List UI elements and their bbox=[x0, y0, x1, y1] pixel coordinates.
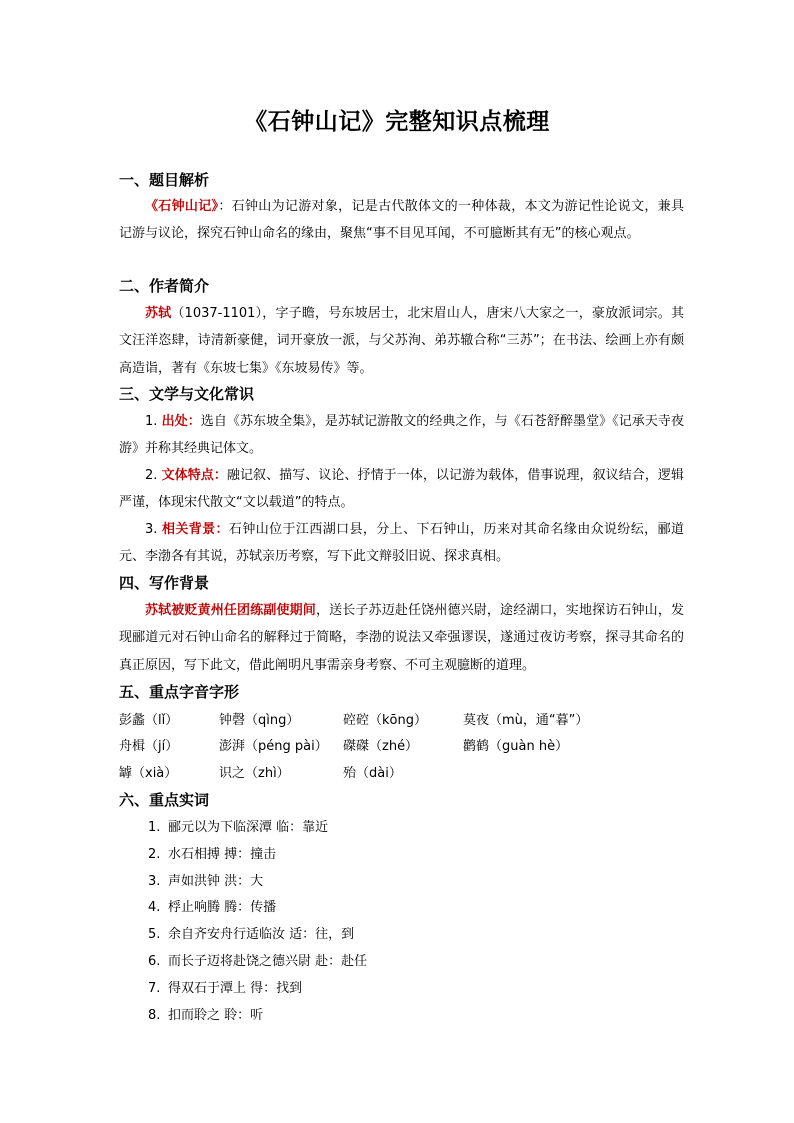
pronunciation-entry: 鹳鹤（guàn hè） bbox=[463, 739, 569, 754]
author-paragraph bbox=[119, 300, 684, 382]
literary-item-background bbox=[119, 516, 684, 571]
section-heading-author: 二、作者简介 bbox=[119, 277, 210, 295]
pronunciation-entry: 硿硿（kōng） bbox=[343, 713, 427, 728]
pronunciation-entry: 彭蠡（lǐ） bbox=[119, 713, 179, 728]
item-number: 7. bbox=[148, 980, 161, 996]
highlight-term: 苏轼 bbox=[145, 306, 172, 321]
item-number: 4. bbox=[148, 900, 161, 916]
list-item bbox=[148, 1003, 367, 1030]
pronunciation-row bbox=[119, 712, 699, 730]
section-heading-title-analysis: 一、题目解析 bbox=[119, 171, 210, 189]
item-text: 余自齐安舟行适临汝 适：往，到 bbox=[168, 927, 355, 943]
list-item bbox=[148, 922, 367, 949]
highlight-term: 苏轼被贬黄州任团练副使期间 bbox=[145, 603, 316, 618]
pronunciation-entry: 莫夜（mù，通“暮”） bbox=[463, 713, 589, 728]
list-item bbox=[148, 842, 367, 869]
list-item bbox=[148, 869, 367, 896]
item-text: 融记叙、描写、议论、抒情于一体，以记游为载体，借事说理，叙议结合，逻辑严谨，体现宋代散文“文以载道”的特点。 bbox=[119, 468, 684, 511]
list-item bbox=[148, 895, 367, 922]
item-label: 相关背景： bbox=[161, 522, 229, 537]
item-number: 3. bbox=[148, 873, 161, 889]
item-text: 水石相搏 搏：撞击 bbox=[168, 846, 277, 862]
pronunciation-row bbox=[119, 765, 699, 783]
paragraph-text: ：石钟山为记游对象，记是古代散体文的一种体裁，本文为游记性论说文，兼具记游与议论，探究石钟山命名的缘由，聚焦“事不目见耳闻，不可臆断其有无”的核心观点。 bbox=[119, 199, 684, 242]
section-heading-literary-knowledge: 三、文学与文化常识 bbox=[119, 385, 255, 403]
pronunciation-entry: 罅（xià） bbox=[119, 766, 178, 781]
pronunciation-entry: 舟楫（jí） bbox=[119, 739, 179, 754]
pronunciation-entry: 磔磔（zhé） bbox=[343, 739, 419, 754]
item-text: 郦元以为下临深潭 临：靠近 bbox=[168, 820, 329, 835]
item-text: 而长子迈将赴饶之德兴尉 赴：赴任 bbox=[168, 953, 368, 969]
item-label: 出处： bbox=[161, 414, 201, 429]
section-heading-key-words: 六、重点实词 bbox=[119, 791, 210, 809]
item-number: 3. bbox=[145, 522, 158, 537]
literary-item-style bbox=[119, 462, 684, 517]
item-label: 文体特点： bbox=[161, 468, 227, 483]
item-number: 5. bbox=[148, 927, 161, 943]
item-number: 2. bbox=[145, 468, 158, 483]
item-text: 石钟山位于江西湖口县，分上、下石钟山，历来对其命名缘由众说纷纭，郦道元、李渤各有其说，苏轼亲历考察，写下此文辩驳旧说、探求真相。 bbox=[119, 522, 684, 565]
item-text: 扣而聆之 聆：听 bbox=[168, 1007, 264, 1023]
pronunciation-entry: 澎湃（péng pài） bbox=[219, 739, 328, 754]
item-number: 2. bbox=[148, 846, 161, 862]
section-heading-pronunciation: 五、重点字音字形 bbox=[119, 683, 240, 701]
list-item bbox=[148, 976, 367, 1003]
item-number: 6. bbox=[148, 953, 161, 969]
item-text: 选自《苏东坡全集》，是苏轼记游散文的经典之作，与《石苍舒醉墨堂》《记承天寺夜游》并称其经典记体文。 bbox=[119, 414, 684, 457]
literary-item-source bbox=[119, 408, 684, 463]
paragraph-text: （1037-1101），字子瞻，号东坡居士，北宋眉山人，唐宋八大家之一，豪放派词宗。其文汪洋恣肆，诗清新豪健，词开豪放一派，与父苏洵、弟苏辙合称“三苏”；在书法、绘画上亦有颇高造诣，著有《东坡七集》《东坡易传》等。 bbox=[119, 306, 684, 376]
item-text: 得双石于潭上 得：找到 bbox=[168, 980, 303, 996]
item-number: 1. bbox=[145, 414, 158, 429]
pronunciation-entry: 识之（zhì） bbox=[219, 766, 290, 781]
pronunciation-entry: 殆（dài） bbox=[343, 766, 402, 781]
item-text: 声如洪钟 洪：大 bbox=[168, 873, 264, 889]
item-text: 桴止响腾 腾：传播 bbox=[168, 900, 277, 916]
item-number: 1. bbox=[148, 820, 161, 835]
pronunciation-row bbox=[119, 738, 699, 756]
writing-background-paragraph bbox=[119, 597, 684, 679]
title-analysis-paragraph bbox=[119, 193, 684, 248]
pronunciation-entry: 钟磬（qìng） bbox=[219, 713, 300, 728]
key-words-list bbox=[148, 815, 367, 1029]
section-heading-writing-background: 四、写作背景 bbox=[119, 574, 210, 592]
document-title: 《石钟山记》完整知识点梳理 bbox=[244, 109, 550, 135]
highlight-term: 《石钟山记》 bbox=[145, 199, 219, 214]
item-number: 8. bbox=[148, 1007, 161, 1023]
list-item bbox=[148, 949, 367, 976]
list-item bbox=[148, 815, 367, 842]
paragraph-text: ，送长子苏迈赴任饶州德兴尉，途经湖口，实地探访石钟山，发现郦道元对石钟山命名的解释过于简略，李渤的说法又牵强谬误，遂通过夜访考察，探寻其命名的真正原因，写下此文，借此阐明凡事需亲身考察、不可主观臆断的道理。 bbox=[119, 603, 684, 673]
